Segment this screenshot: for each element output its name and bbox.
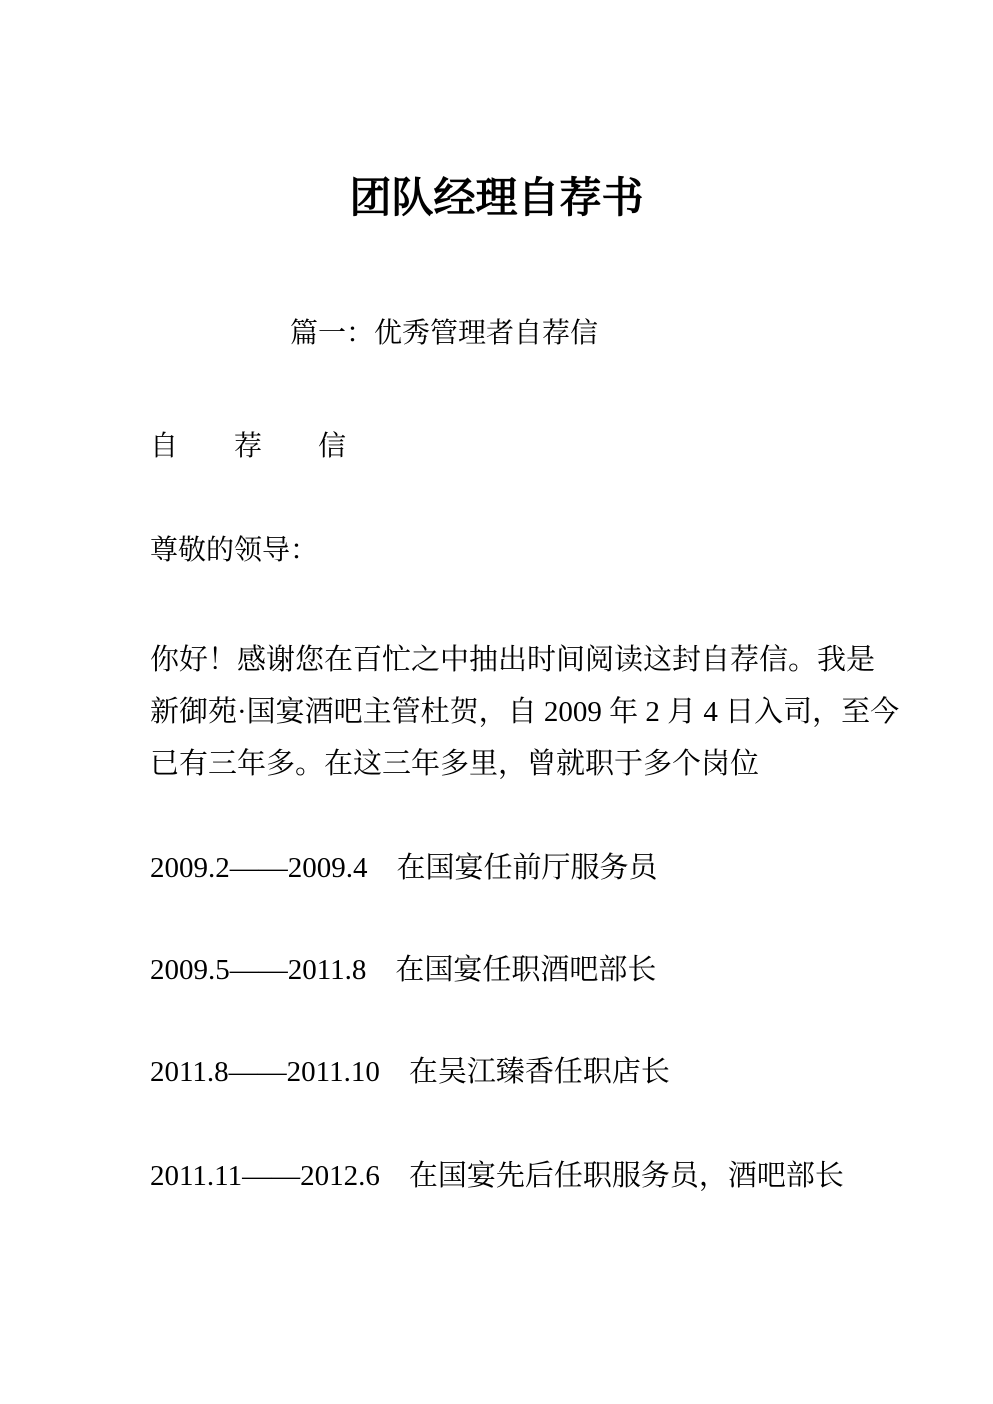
experience-entry: 2011.8——2011.10 在吴江臻香任职店长 — [150, 1056, 670, 1088]
intro-paragraph-line: 已有三年多。在这三年多里，曾就职于多个岗位 — [150, 748, 760, 780]
letter-title: 自 荐 信 — [150, 431, 347, 462]
salutation: 尊敬的领导： — [150, 535, 319, 566]
document-title: 团队经理自荐书 — [349, 176, 644, 222]
experience-entry: 2009.2——2009.4 在国宴任前厅服务员 — [150, 852, 658, 884]
intro-paragraph — [150, 634, 900, 790]
intro-paragraph-line: 新御苑·国宴酒吧主管杜贺，自 2009 年 2 月 4 日入司，至今 — [150, 696, 900, 728]
experience-entry: 2011.11——2012.6 在国宴先后任职服务员，酒吧部长 — [150, 1160, 844, 1192]
intro-paragraph-line: 你好！感谢您在百忙之中抽出时间阅读这封自荐信。我是 — [150, 644, 876, 676]
experience-entry: 2009.5——2011.8 在国宴任职酒吧部长 — [150, 954, 657, 986]
section-heading: 篇一：优秀管理者自荐信 — [290, 318, 599, 349]
